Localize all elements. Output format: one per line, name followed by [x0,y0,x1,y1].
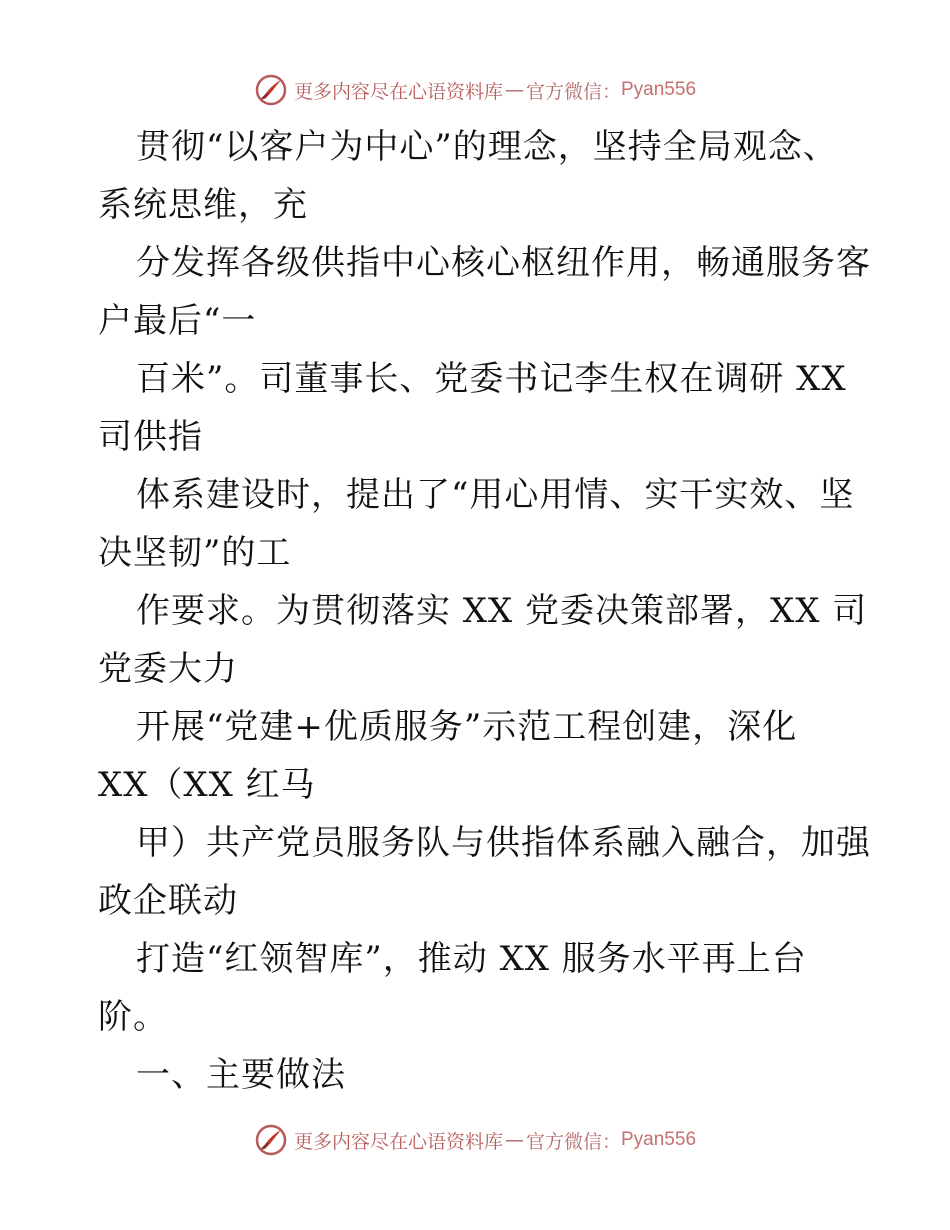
text-line: 党委大力 [98,649,238,689]
text-line: 打造“红领智库”，推动 XX 服务水平再上台 [136,939,807,979]
watermark-separator: — [504,1129,524,1151]
watermark-handle: Pyan556 [621,79,697,100]
text-line: 开展“党建+优质服务”示范工程创建，深化 [136,707,798,747]
text-line: 系统思维，充 [98,185,308,225]
text-line: 体系建设时，提出了“用心用情、实干实效、坚 [136,475,855,515]
watermark-title: 更多内容尽在心语资料库 [293,1130,503,1153]
watermark-title: 更多内容尽在心语资料库 [293,80,503,103]
text-line: 政企联动 [98,881,238,921]
text-line: 决坚韧”的工 [98,533,292,573]
watermark-wechat-label: 官方微信： [525,80,621,103]
text-line: 司供指 [98,417,203,457]
feather-logo-icon [254,1123,288,1157]
feather-logo-icon [254,73,288,107]
document-body [98,118,871,1104]
section-heading: 一、主要做法 [136,1055,346,1095]
watermark-handle: Pyan556 [621,1129,697,1150]
watermark-header [0,70,950,110]
text-line: 甲）共产党员服务队与供指体系融入融合，加强 [136,823,871,863]
text-line: 百米”。司董事长、党委书记李生权在调研 XX [136,359,847,399]
text-line: 阶。 [98,997,168,1037]
watermark-footer [0,1120,950,1160]
text-line: 户最后“一 [98,301,257,341]
text-line: 作要求。为贯彻落实 XX 党委决策部署，XX 司 [136,591,868,631]
text-line: 分发挥各级供指中心核心枢纽作用，畅通服务客 [136,243,871,283]
text-line: 贯彻“以客户为中心”的理念，坚持全局观念、 [136,127,838,167]
watermark-separator: — [504,79,524,101]
text-line: XX（XX 红马 [98,765,316,805]
watermark-wechat-label: 官方微信： [525,1130,621,1153]
